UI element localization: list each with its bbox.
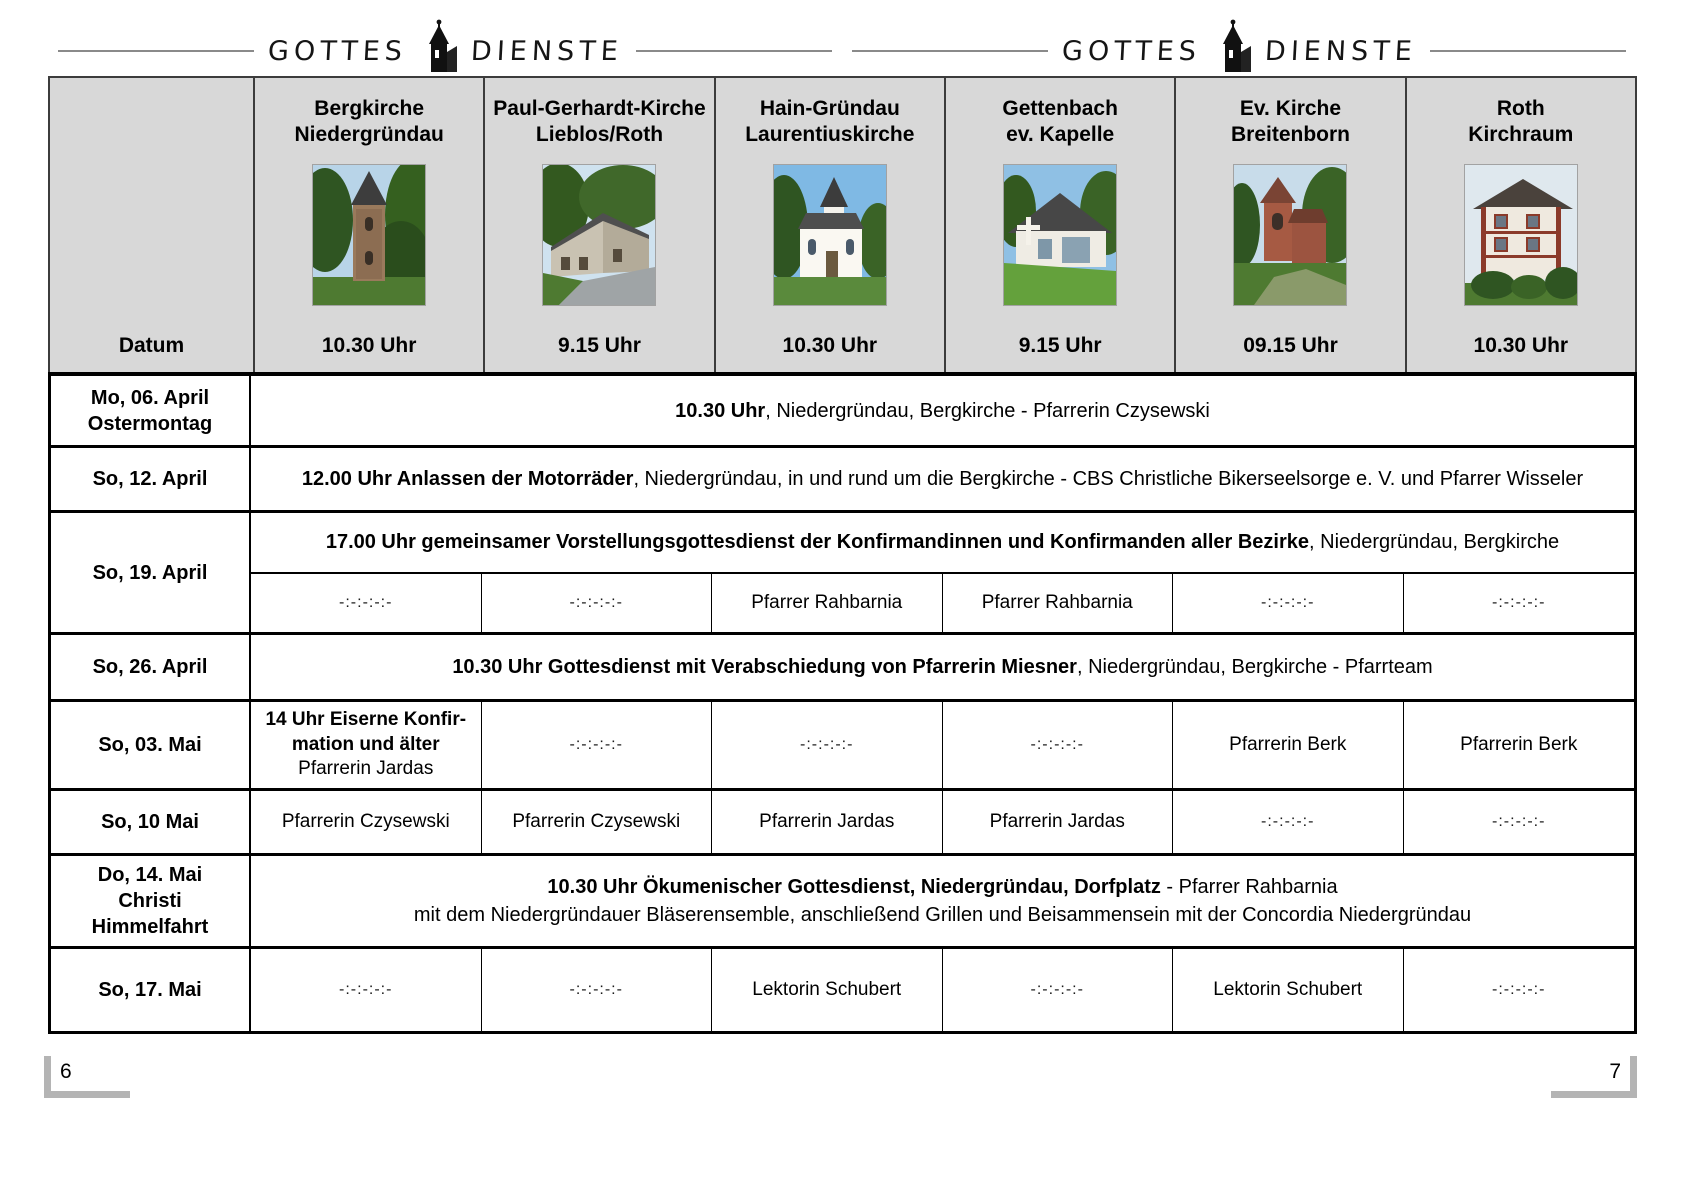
service-span-cell: 10.30 Uhr, Niedergründau, Bergkirche - Pfarrerin Czysewski xyxy=(675,399,1210,422)
sub-cells-row xyxy=(251,574,1634,632)
service-span-cell: 10.30 Uhr Gottesdienst mit Verabschiedung von Pfarrerin Miesner, Niedergründau, Bergkirche - Pfarrteam xyxy=(452,656,1433,678)
gettenbach-kapelle-photo xyxy=(1004,165,1116,305)
banner-left xyxy=(48,24,842,78)
table-row xyxy=(51,949,1634,1031)
banner-word-dienste: DIENSTE xyxy=(1263,35,1418,67)
table-row xyxy=(51,791,1634,856)
table-body xyxy=(48,372,1637,1034)
table-row xyxy=(51,513,1634,635)
banner-right xyxy=(842,24,1636,78)
service-cell: -:-:-:-:- xyxy=(251,574,482,632)
service-cell: Pfarrer Rahbarnia xyxy=(712,574,943,632)
service-schedule-table xyxy=(48,76,1637,1034)
service-cell: 14 Uhr Eiserne Konfir- mation und älter Pfarrerin Jardas xyxy=(251,702,482,788)
table-row xyxy=(51,448,1634,513)
banner-word-gottes: GOTTES xyxy=(1060,35,1202,67)
table-row xyxy=(51,702,1634,791)
corner-bar xyxy=(1551,1091,1637,1098)
corner-bar xyxy=(1630,1056,1637,1091)
banner-rule xyxy=(1430,50,1626,52)
page-number-right: 7 xyxy=(1609,1060,1621,1083)
service-cell: -:-:-:-:- xyxy=(943,702,1174,788)
column-header-roth: Roth Kirchraum 10.30 Uhr xyxy=(1405,78,1635,372)
column-header-gettenbach: Gettenbach ev. Kapelle 9.15 Uhr xyxy=(944,78,1174,372)
service-cell: -:-:-:-:- xyxy=(251,949,482,1031)
datum-header-cell xyxy=(50,78,253,372)
service-span-cell: 12.00 Uhr Anlassen der Motorräder, Niedergründau, in und rund um die Bergkirche - CBS Christliche Bikerseelsorge e. V. und Pfarrer Wisseler xyxy=(301,468,1584,490)
breitenborn-kirche-photo xyxy=(1234,165,1346,305)
banner-word-dienste: DIENSTE xyxy=(469,35,624,67)
page-corner-left xyxy=(44,1056,154,1098)
date-cell: So, 19. April xyxy=(51,513,251,632)
banner-word-gottes: GOTTES xyxy=(266,35,408,67)
service-cell: -:-:-:-:- xyxy=(482,574,713,632)
date-cell: So, 17. Mai xyxy=(51,949,251,1031)
laurentiuskirche-photo xyxy=(774,165,886,305)
table-row xyxy=(51,376,1634,448)
service-cell: Pfarrer Rahbarnia xyxy=(943,574,1174,632)
page-corner-right xyxy=(1527,1056,1637,1098)
service-cell: -:-:-:-:- xyxy=(943,949,1174,1031)
service-cell: -:-:-:-:- xyxy=(1492,980,1546,998)
banner-rule xyxy=(852,50,1048,52)
service-cell: Pfarrerin Czysewski xyxy=(482,791,713,853)
service-span-cell: 10.30 Uhr Ökumenischer Gottesdienst, Niedergründau, Dorfplatz - Pfarrer Rahbarnia mit dem Niedergründauer Bläserensemble, anschließend Grillen und Beisammensein mit der Concordia Niedergründau xyxy=(413,876,1472,927)
paul-gerhardt-kirche-photo xyxy=(543,165,655,305)
table-header xyxy=(48,76,1637,372)
datum-label: Datum xyxy=(118,334,185,357)
bergkirche-niedergruendau-photo xyxy=(313,165,425,305)
split-row-area xyxy=(251,513,1634,632)
service-cell: -:-:-:-:- xyxy=(712,702,943,788)
column-header-paul-gerhardt: Paul-Gerhardt-Kirche Lieblos/Roth 9.15 Uhr xyxy=(483,78,713,372)
banner-rule xyxy=(636,50,832,52)
page-number-left: 6 xyxy=(60,1060,72,1083)
service-cell: -:-:-:-:- xyxy=(1492,593,1546,611)
column-header-bergkirche: Bergkirche Niedergründau 10.30 Uhr xyxy=(253,78,483,372)
service-cell: -:-:-:-:- xyxy=(1173,791,1404,853)
church-icon xyxy=(1215,18,1251,77)
service-cell: -:-:-:-:- xyxy=(1492,812,1546,830)
service-cell: Lektorin Schubert xyxy=(712,949,943,1031)
service-span-cell: 17.00 Uhr gemeinsamer Vorstellungsgottesdienst der Konfirmandinnen und Konfirmanden aller Bezirke, Niedergründau, Bergkirche xyxy=(251,513,1634,574)
date-cell: So, 26. April xyxy=(51,635,251,699)
service-cell: -:-:-:-:- xyxy=(482,702,713,788)
corner-bar xyxy=(44,1091,130,1098)
roth-kirchraum-photo xyxy=(1465,165,1577,305)
service-cell: Pfarrerin Berk xyxy=(1173,702,1404,788)
date-cell: Do, 14. Mai Christi Himmelfahrt xyxy=(51,856,251,946)
corner-bar xyxy=(44,1056,51,1091)
service-cell: -:-:-:-:- xyxy=(482,949,713,1031)
date-cell: So, 03. Mai xyxy=(51,702,251,788)
service-cell: Pfarrerin Jardas xyxy=(712,791,943,853)
date-cell: So, 12. April xyxy=(51,448,251,510)
date-cell: So, 10 Mai xyxy=(51,791,251,853)
service-cell: Pfarrerin Jardas xyxy=(943,791,1174,853)
service-cell: Lektorin Schubert xyxy=(1173,949,1404,1031)
table-row xyxy=(51,856,1634,949)
table-row xyxy=(51,635,1634,702)
service-cell: Pfarrerin Czysewski xyxy=(251,791,482,853)
service-cell: Pfarrerin Berk xyxy=(1460,733,1578,755)
banner-rule xyxy=(58,50,254,52)
column-header-laurentiuskirche: Hain-Gründau Laurentiuskirche 10.30 Uhr xyxy=(714,78,944,372)
column-header-breitenborn: Ev. Kirche Breitenborn 09.15 Uhr xyxy=(1174,78,1404,372)
date-cell: Mo, 06. April Ostermontag xyxy=(51,376,251,445)
service-cell: -:-:-:-:- xyxy=(1173,574,1404,632)
church-icon xyxy=(421,18,457,77)
page-banners xyxy=(48,24,1636,78)
